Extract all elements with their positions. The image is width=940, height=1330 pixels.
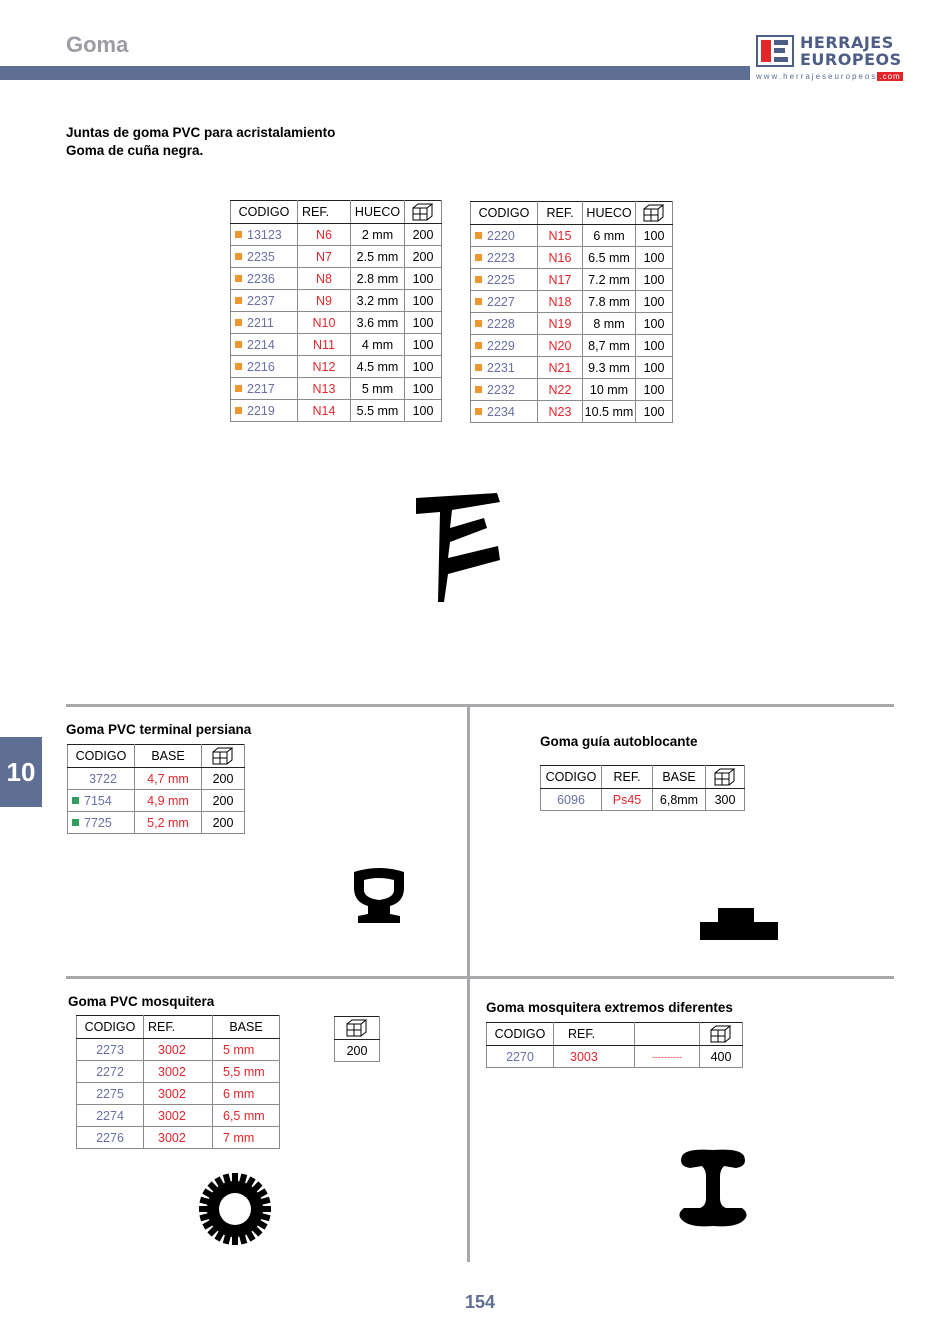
table-row (471, 269, 673, 291)
col-hueco: HUECO (351, 201, 405, 224)
table-row (77, 1105, 280, 1127)
brand-url (756, 72, 903, 81)
ref-cell: N18 (538, 291, 583, 313)
codigo-cell (471, 225, 538, 247)
brand-logo-text (800, 34, 902, 68)
logo-line1: HERRAJES (800, 33, 894, 52)
table-row (77, 1039, 280, 1061)
qty-cell: 100 (636, 357, 673, 379)
mosquitera-table (76, 1015, 280, 1149)
ref-cell: N11 (298, 334, 351, 356)
codigo-cell (471, 291, 538, 313)
col-ref: REF. (554, 1023, 635, 1046)
ref-cell: N22 (538, 379, 583, 401)
codigo-value: 2232 (487, 382, 515, 397)
codigo-cell: 2270 (487, 1046, 554, 1068)
codigo-value: 2227 (487, 294, 515, 309)
section-title-persiana: Goma PVC terminal persiana (66, 722, 252, 737)
box-package-icon (412, 203, 434, 221)
base-cell: 5 mm (213, 1039, 280, 1061)
ref-cell: 3002 (144, 1083, 213, 1105)
hueco-cell: 2.8 mm (351, 268, 405, 290)
hueco-cell: 7.8 mm (583, 291, 636, 313)
hueco-cell: 3.2 mm (351, 290, 405, 312)
marker-square-icon (235, 385, 242, 392)
hueco-cell: 7.2 mm (583, 269, 636, 291)
ref-cell: N6 (298, 224, 351, 246)
section-title-mosquitera: Goma PVC mosquitera (68, 994, 215, 1009)
col-base: BASE (135, 745, 202, 768)
qty-cell: 200 (405, 246, 442, 268)
codigo-value: 2229 (487, 338, 515, 353)
table-row (471, 401, 673, 423)
codigo-cell (471, 335, 538, 357)
ref-cell: 3002 (144, 1039, 213, 1061)
mosquitera-gasket-profile (198, 1172, 272, 1246)
col-codigo: CODIGO (487, 1023, 554, 1046)
codigo-cell: 2275 (77, 1083, 144, 1105)
marker-square-icon (475, 364, 482, 371)
base-cell: 4,7 mm (135, 768, 202, 790)
marker-square-icon (235, 297, 242, 304)
table-row (231, 334, 442, 356)
intro-line2: Goma de cuña negra. (66, 143, 204, 158)
header-bar (0, 66, 750, 80)
qty-cell: 100 (405, 290, 442, 312)
table-row (471, 313, 673, 335)
qty-cell: 100 (405, 334, 442, 356)
qty-cell: 200 (335, 1040, 380, 1062)
persiana-table (67, 744, 245, 834)
wedge-gasket-profile (412, 490, 502, 605)
brand-logo-icon (756, 35, 794, 67)
marker-square-icon (72, 819, 79, 826)
codigo-cell (231, 268, 298, 290)
codigo-cell (231, 334, 298, 356)
hueco-cell: 2.5 mm (351, 246, 405, 268)
qty-cell: 200 (202, 790, 245, 812)
divider (469, 976, 894, 979)
ref-cell: N9 (298, 290, 351, 312)
col-hueco: HUECO (583, 202, 636, 225)
codigo-value: 2216 (247, 359, 275, 374)
col-base (635, 1023, 700, 1046)
marker-square-icon (475, 386, 482, 393)
base-cell: 6,8mm (653, 789, 706, 811)
logo-line2: EUROPEOS (800, 50, 902, 69)
codigo-cell (471, 313, 538, 335)
ref-cell: N16 (538, 247, 583, 269)
ref-cell: 3002 (144, 1127, 213, 1149)
table-row (68, 768, 245, 790)
hueco-cell: 10 mm (583, 379, 636, 401)
base-cell: ---------- (635, 1046, 700, 1068)
codigo-value: 2223 (487, 250, 515, 265)
marker-square-icon (235, 231, 242, 238)
table-row (231, 224, 442, 246)
col-ref: REF. (298, 201, 351, 224)
table-row (231, 246, 442, 268)
ref-cell: N12 (298, 356, 351, 378)
hueco-cell: 6 mm (583, 225, 636, 247)
table-row (541, 789, 745, 811)
marker-square-icon (235, 253, 242, 260)
marker-square-icon (475, 298, 482, 305)
ref-cell: N14 (298, 400, 351, 422)
table-row (77, 1083, 280, 1105)
base-cell: 4,9 mm (135, 790, 202, 812)
ref-cell: N10 (298, 312, 351, 334)
col-base: BASE (653, 766, 706, 789)
codigo-value: 2231 (487, 360, 515, 375)
qty-cell: 100 (636, 313, 673, 335)
ref-cell: 3003 (554, 1046, 635, 1068)
codigo-cell (471, 247, 538, 269)
marker-square-icon (475, 254, 482, 261)
hueco-cell: 8,7 mm (583, 335, 636, 357)
chapter-tab: 10 (0, 737, 42, 807)
qty-cell: 100 (405, 378, 442, 400)
autoblocante-table (540, 765, 745, 811)
hueco-cell: 8 mm (583, 313, 636, 335)
box-package-icon (346, 1019, 368, 1037)
marker-square-icon (475, 342, 482, 349)
base-cell: 6,5 mm (213, 1105, 280, 1127)
qty-cell: 100 (636, 247, 673, 269)
marker-square-icon (475, 276, 482, 283)
hueco-cell: 2 mm (351, 224, 405, 246)
col-box (405, 201, 442, 224)
codigo-cell (471, 401, 538, 423)
base-cell: 6 mm (213, 1083, 280, 1105)
marker-square-icon (475, 408, 482, 415)
qty-cell: 100 (405, 268, 442, 290)
logo-url-com: .com (879, 72, 901, 81)
table-row (487, 1046, 743, 1068)
codigo-value: 2236 (247, 271, 275, 286)
divider (66, 976, 469, 979)
qty-cell: 100 (405, 400, 442, 422)
hueco-cell: 5 mm (351, 378, 405, 400)
ref-cell: Ps45 (602, 789, 653, 811)
base-cell: 5,2 mm (135, 812, 202, 834)
ref-cell: N13 (298, 378, 351, 400)
table-row (77, 1061, 280, 1083)
col-base: BASE (213, 1016, 280, 1039)
col-box (335, 1017, 380, 1040)
qty-cell: 400 (700, 1046, 743, 1068)
ref-cell: N17 (538, 269, 583, 291)
codigo-cell (471, 379, 538, 401)
codigo-value: 2214 (247, 337, 275, 352)
persiana-gasket-profile (350, 866, 408, 924)
ref-cell: N7 (298, 246, 351, 268)
codigo-cell (231, 356, 298, 378)
col-codigo: CODIGO (471, 202, 538, 225)
col-ref: REF. (538, 202, 583, 225)
qty-cell: 100 (636, 401, 673, 423)
marker-square-icon (475, 320, 482, 327)
codigo-cell (231, 378, 298, 400)
hueco-cell: 10.5 mm (583, 401, 636, 423)
codigo-cell (471, 269, 538, 291)
ref-cell: N15 (538, 225, 583, 247)
marker-square-icon (72, 797, 79, 804)
ref-cell: N19 (538, 313, 583, 335)
qty-cell: 200 (202, 812, 245, 834)
hueco-cell: 6.5 mm (583, 247, 636, 269)
codigo-cell: 6096 (541, 789, 602, 811)
logo-url: www.herrajeseuropeos (756, 72, 878, 81)
table-row (68, 812, 245, 834)
qty-cell: 200 (202, 768, 245, 790)
table-row (68, 790, 245, 812)
ref-cell: 3002 (144, 1105, 213, 1127)
base-cell: 7 mm (213, 1127, 280, 1149)
codigo-cell (68, 790, 135, 812)
ref-cell: N21 (538, 357, 583, 379)
ref-cell: N23 (538, 401, 583, 423)
ref-cell: 3002 (144, 1061, 213, 1083)
marker-square-icon (235, 275, 242, 282)
intro-line1: Juntas de goma PVC para acristalamiento (66, 125, 336, 140)
table-row (471, 247, 673, 269)
col-ref: REF. (602, 766, 653, 789)
guide-gasket-profile (698, 906, 780, 942)
col-ref: REF. (144, 1016, 213, 1039)
marker-square-icon (475, 232, 482, 239)
qty-cell: 300 (706, 789, 745, 811)
glazing-table-1 (230, 200, 442, 422)
codigo-value: 2237 (247, 293, 275, 308)
marker-square-icon (235, 363, 242, 370)
marker-square-icon (235, 407, 242, 414)
box-package-icon (643, 204, 665, 222)
hueco-cell: 9.3 mm (583, 357, 636, 379)
col-codigo: CODIGO (231, 201, 298, 224)
col-box (700, 1023, 743, 1046)
table-row (471, 357, 673, 379)
codigo-cell: 2274 (77, 1105, 144, 1127)
hueco-cell: 4 mm (351, 334, 405, 356)
col-box (636, 202, 673, 225)
table-row (231, 268, 442, 290)
col-box (706, 766, 745, 789)
table-row (231, 378, 442, 400)
hueco-cell: 5.5 mm (351, 400, 405, 422)
mosquitera-qty-table (334, 1016, 380, 1062)
marker-square-icon (235, 341, 242, 348)
page-title: Goma (66, 32, 129, 57)
ref-cell: N8 (298, 268, 351, 290)
table-row (471, 225, 673, 247)
codigo-cell (231, 224, 298, 246)
qty-cell: 100 (636, 225, 673, 247)
table-row (231, 312, 442, 334)
page-number: 154 (464, 1292, 496, 1312)
divider (66, 704, 469, 707)
codigo-cell (68, 768, 135, 790)
codigo-value: 2211 (247, 315, 274, 330)
table-row (231, 400, 442, 422)
codigo-cell (68, 812, 135, 834)
qty-cell: 100 (636, 335, 673, 357)
codigo-value: 3722 (89, 771, 117, 786)
codigo-cell: 2272 (77, 1061, 144, 1083)
box-package-icon (714, 768, 736, 786)
glazing-table-2 (470, 201, 673, 423)
codigo-value: 2217 (247, 381, 275, 396)
divider (467, 706, 470, 1262)
qty-cell: 100 (405, 356, 442, 378)
table-row (471, 379, 673, 401)
section-title-mosq-ext: Goma mosquitera extremos diferentes (486, 1000, 733, 1015)
codigo-value: 2225 (487, 272, 515, 287)
box-package-icon (710, 1025, 732, 1043)
mosq-ext-gasket-profile (676, 1148, 750, 1228)
table-row (77, 1127, 280, 1149)
codigo-value: 7725 (84, 815, 112, 830)
codigo-value: 2235 (247, 249, 275, 264)
table-row (471, 335, 673, 357)
qty-cell: 100 (636, 291, 673, 313)
col-codigo: CODIGO (77, 1016, 144, 1039)
hueco-cell: 3.6 mm (351, 312, 405, 334)
codigo-value: 2228 (487, 316, 515, 331)
qty-cell: 100 (405, 312, 442, 334)
codigo-value: 2234 (487, 404, 515, 419)
col-box (202, 745, 245, 768)
section-title-autoblocante: Goma guía autoblocante (540, 734, 698, 749)
qty-cell: 100 (636, 269, 673, 291)
codigo-cell (231, 290, 298, 312)
marker-square-icon (235, 319, 242, 326)
codigo-value: 2219 (247, 403, 275, 418)
codigo-cell (231, 312, 298, 334)
col-codigo: CODIGO (68, 745, 135, 768)
base-cell: 5,5 mm (213, 1061, 280, 1083)
codigo-cell: 2273 (77, 1039, 144, 1061)
ref-cell: N20 (538, 335, 583, 357)
divider (469, 704, 894, 707)
qty-cell: 200 (405, 224, 442, 246)
qty-cell: 100 (636, 379, 673, 401)
col-codigo: CODIGO (541, 766, 602, 789)
hueco-cell: 4.5 mm (351, 356, 405, 378)
codigo-cell (231, 400, 298, 422)
intro-text (66, 124, 335, 160)
box-package-icon (212, 747, 234, 765)
codigo-value: 2220 (487, 228, 515, 243)
codigo-value: 13123 (247, 227, 282, 242)
codigo-cell (231, 246, 298, 268)
codigo-value: 7154 (84, 793, 112, 808)
table-row (471, 291, 673, 313)
codigo-cell: 2276 (77, 1127, 144, 1149)
codigo-cell (471, 357, 538, 379)
mosq-ext-table (486, 1022, 743, 1068)
table-row (231, 356, 442, 378)
table-row (231, 290, 442, 312)
